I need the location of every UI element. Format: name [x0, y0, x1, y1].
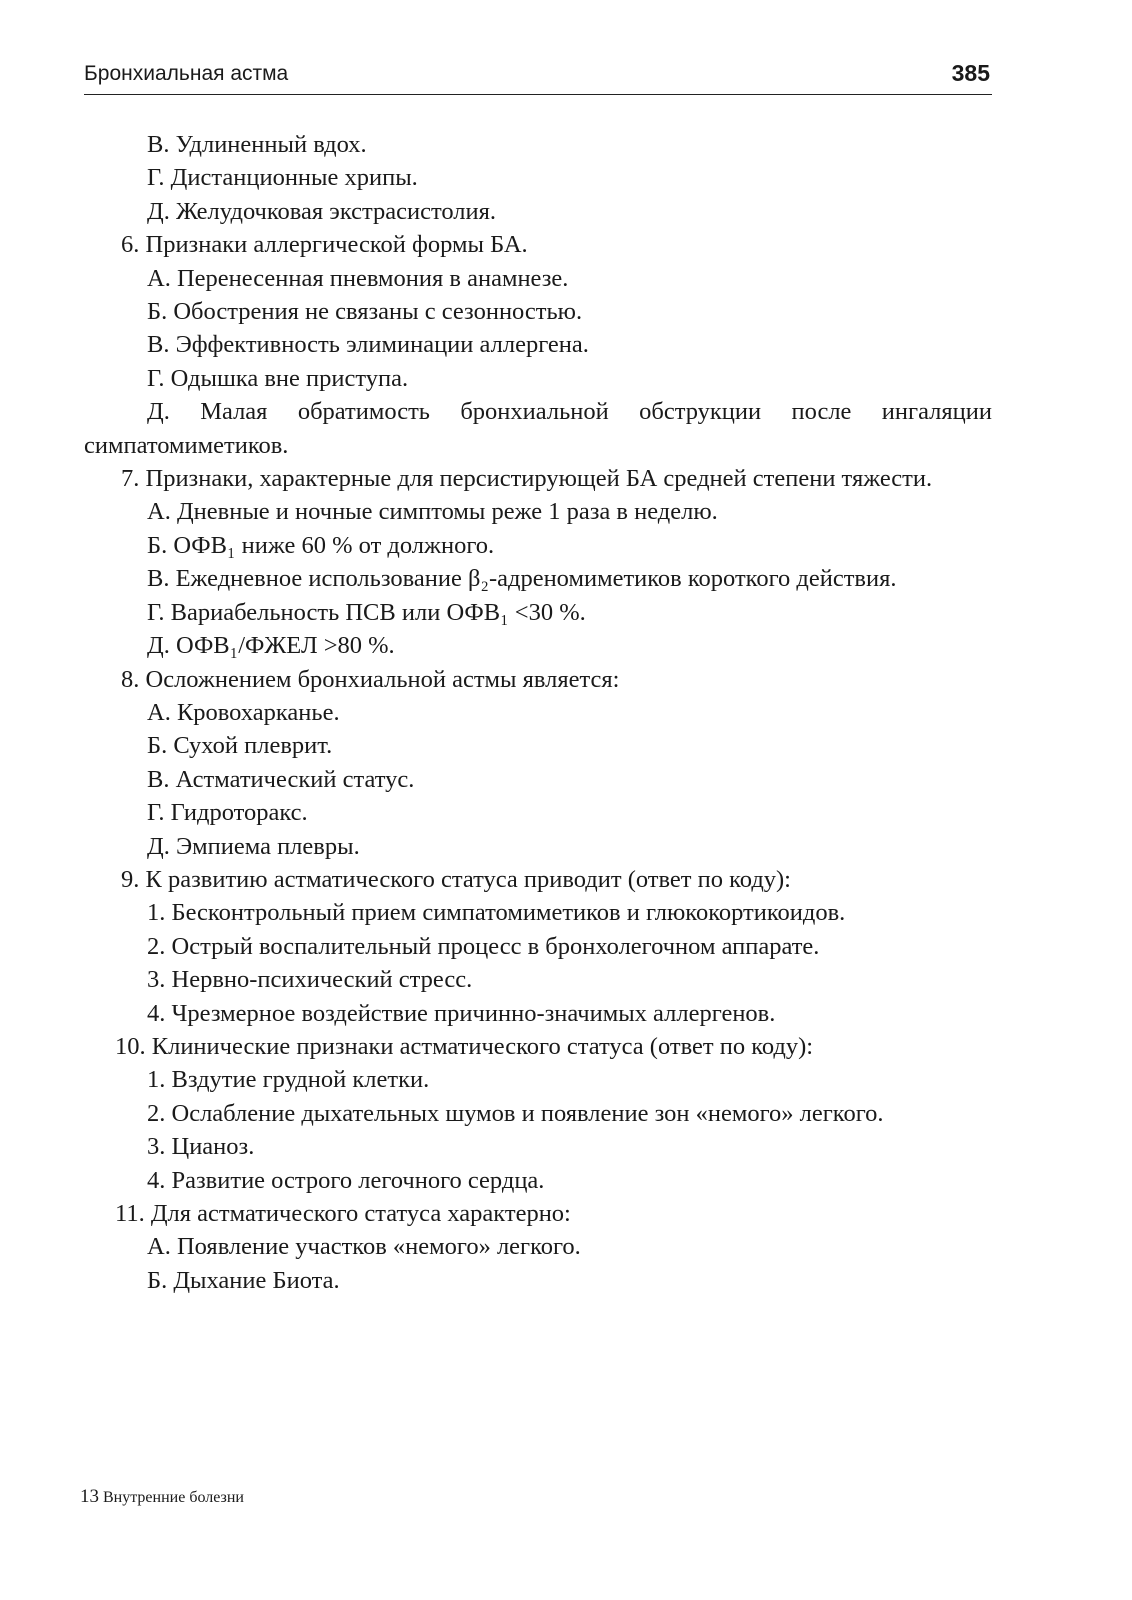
answer-option: В. Астматический статус. — [147, 765, 415, 793]
answer-option: Г. Дистанционные хрипы. — [147, 164, 418, 192]
answer-option: 4. Развитие острого легочного сердца. — [147, 1166, 545, 1194]
signature-number: 13 — [80, 1486, 99, 1507]
answer-option: 3. Цианоз. — [147, 1133, 255, 1161]
answer-option: Д. Эмпиема плевры. — [147, 832, 360, 860]
signature-text: Внутренние болезни — [103, 1489, 244, 1506]
answer-option: Б. Дыхание Биота. — [147, 1266, 340, 1294]
answer-option: В. Удлиненный вдох. — [147, 131, 367, 158]
answer-option: В. Эффективность элиминации аллергена. — [147, 331, 589, 359]
answer-option: А. Дневные и ночные симптомы реже 1 раза в неделю. — [147, 498, 718, 526]
answer-option: Д. Желудочковая экстрасистолия. — [147, 197, 497, 225]
answer-option: А. Кровохарканье. — [147, 698, 340, 726]
question: 7. Признаки, характерные для персистирующей БА средней степени тяжести. — [121, 465, 933, 493]
answer-option: 3. Нервно-психический стресс. — [147, 966, 473, 994]
page-body — [84, 128, 992, 1297]
answer-option: А. Появление участков «немого» легкого. — [147, 1233, 581, 1261]
answer-option: 2. Острый воспалительный процесс в бронхолегочном аппарате. — [147, 932, 820, 960]
answer-option: 1. Вздутие грудной клетки. — [147, 1066, 430, 1094]
answer-option: В. Ежедневное использование β₂-адреномиметиков короткого действия. — [147, 565, 897, 593]
answer-option: 1. Бесконтрольный прием симпатомиметиков и глюкокортикоидов. — [147, 899, 846, 927]
answer-option: Б. Сухой плеврит. — [147, 732, 333, 760]
question: 8. Осложнением бронхиальной астмы является: — [121, 665, 620, 693]
answer-option: 4. Чрезмерное воздействие причинно-значимых аллергенов. — [147, 999, 776, 1027]
answer-option: Д. Малая обратимость бронхиальной обструкции после ингаляции симпатомиметиков. — [84, 398, 992, 459]
answer-option: Г. Одышка вне приступа. — [147, 364, 409, 392]
answer-option: Г. Гидроторакс. — [147, 799, 308, 827]
question: 10. Клинические признаки астматического статуса (ответ по коду): — [115, 1032, 814, 1060]
answer-option: Б. ОФВ₁ ниже 60 % от должного. — [147, 531, 495, 559]
printer-signature — [80, 1486, 244, 1508]
running-head: Бронхиальная астма — [84, 62, 289, 85]
question: 11. Для астматического статуса характерно: — [115, 1200, 571, 1227]
question: 6. Признаки аллергической формы БА. — [121, 231, 528, 259]
answer-option: Б. Обострения не связаны с сезонностью. — [147, 298, 583, 326]
page-header — [84, 60, 992, 95]
question: 9. К развитию астматического статуса приводит (ответ по коду): — [121, 865, 791, 893]
answer-option: Д. ОФВ₁/ФЖЕЛ >80 %. — [147, 632, 395, 660]
answer-option: 2. Ослабление дыхательных шумов и появление зон «немого» легкого. — [147, 1099, 884, 1127]
page-number: 385 — [951, 60, 990, 86]
answer-option: А. Перенесенная пневмония в анамнезе. — [147, 264, 569, 292]
answer-option: Г. Вариабельность ПСВ или ОФВ₁ <30 %. — [147, 598, 586, 626]
